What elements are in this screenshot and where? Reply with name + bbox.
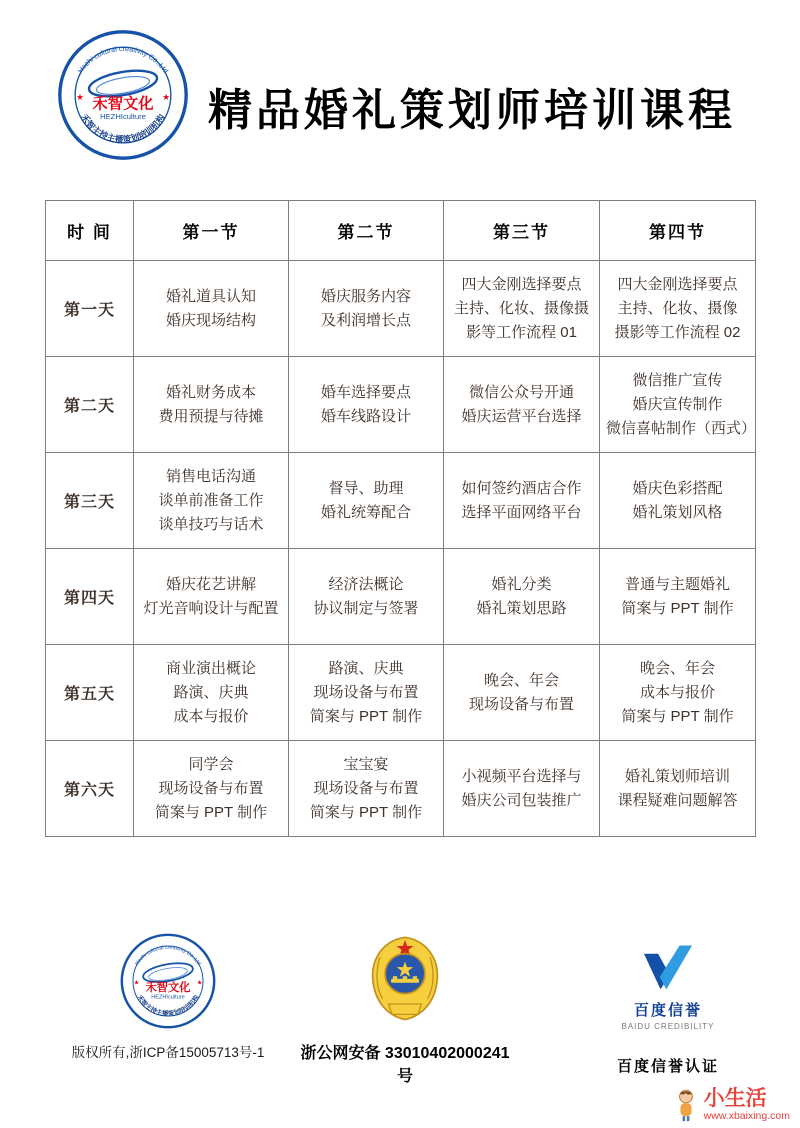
course-line: 费用预提与待摊 — [158, 407, 264, 425]
table-header — [46, 201, 756, 261]
day-cell: 第四天 — [46, 549, 134, 645]
course-cell — [600, 645, 756, 741]
course-cell — [600, 357, 756, 453]
course-line: 主持、化妆、摄像摄 — [453, 299, 589, 317]
course-cell — [444, 645, 600, 741]
course-line: 课程疑难问题解答 — [617, 791, 738, 809]
baidu-credibility-icon — [639, 942, 697, 992]
course-line: 简案与 PPT 制作 — [621, 599, 734, 617]
hezhi-logo — [56, 28, 190, 162]
course-line: 成本与报价 — [639, 683, 715, 701]
police-filing-text: 浙公网安备 33010402000241号 — [300, 1045, 510, 1085]
day-cell: 第五天 — [46, 645, 134, 741]
course-line: 摄影等工作流程 02 — [614, 323, 741, 341]
course-line: 路演、庆典 — [173, 683, 249, 701]
course-line: 婚车选择要点 — [320, 383, 411, 401]
course-line: 婚庆花艺讲解 — [165, 575, 256, 593]
course-cell — [600, 741, 756, 837]
course-line: 简案与 PPT 制作 — [621, 707, 734, 725]
footer-center — [300, 933, 510, 1086]
day-cell: 第二天 — [46, 357, 134, 453]
course-cell — [134, 357, 289, 453]
baidu-credibility-title: 百度信誉 — [633, 1002, 702, 1019]
column-header: 第一节 — [134, 201, 289, 261]
hezhi-logo-small — [119, 932, 217, 1030]
course-line: 简案与 PPT 制作 — [309, 803, 423, 821]
course-line: 经济法概论 — [328, 575, 404, 593]
course-cell — [289, 357, 444, 453]
course-line: 协议制定与签署 — [313, 599, 419, 617]
course-line: 晚会、年会 — [483, 671, 559, 689]
course-line: 晚会、年会 — [639, 659, 715, 677]
course-cell — [134, 261, 289, 357]
day-cell: 第六天 — [46, 741, 134, 837]
course-line: 婚庆色彩搭配 — [632, 479, 723, 497]
course-line: 路演、庆典 — [328, 659, 404, 677]
course-line: 四大金刚选择要点 — [461, 275, 582, 293]
column-header: 第二节 — [289, 201, 444, 261]
course-cell — [134, 453, 289, 549]
course-line: 宝宝宴 — [343, 755, 389, 773]
column-header: 第四节 — [600, 201, 756, 261]
course-line: 现场设备与布置 — [158, 779, 264, 797]
baidu-credibility-subtitle: BAIDU CREDIBILITY — [621, 1022, 715, 1031]
baidu-certification-text: 百度信誉认证 — [616, 1058, 719, 1075]
course-schedule-table — [45, 200, 756, 837]
course-line: 婚礼财务成本 — [165, 383, 256, 401]
course-cell — [134, 741, 289, 837]
table-row — [46, 357, 756, 453]
course-line: 简案与 PPT 制作 — [309, 707, 423, 725]
table-row — [46, 549, 756, 645]
course-line: 四大金刚选择要点 — [617, 275, 738, 293]
course-cell — [444, 357, 600, 453]
watermark-texts — [704, 1088, 790, 1122]
day-cell: 第一天 — [46, 261, 134, 357]
course-cell — [444, 453, 600, 549]
table-row — [46, 741, 756, 837]
course-line: 小视频平台选择与 — [461, 767, 582, 785]
day-cell: 第三天 — [46, 453, 134, 549]
course-line: 婚庆公司包装推广 — [461, 791, 582, 809]
table-row — [46, 645, 756, 741]
course-line: 灯光音响设计与配置 — [143, 599, 279, 617]
course-line: 主持、化妆、摄像 — [617, 299, 738, 317]
course-line: 谈单技巧与话术 — [158, 515, 264, 533]
police-badge-icon — [366, 933, 444, 1023]
course-cell — [444, 261, 600, 357]
course-cell — [289, 645, 444, 741]
course-line: 商业演出概论 — [165, 659, 256, 677]
course-line: 婚礼分类 — [491, 575, 552, 593]
course-line: 现场设备与布置 — [313, 779, 419, 797]
course-line: 成本与报价 — [173, 707, 249, 725]
site-watermark — [673, 1088, 790, 1122]
course-line: 微信喜帖制作（西式） — [606, 419, 757, 437]
course-line: 同学会 — [188, 755, 234, 773]
watermark-site-url: www.xbaixing.com — [703, 1110, 790, 1122]
course-cell — [289, 453, 444, 549]
course-line: 婚车线路设计 — [320, 407, 411, 425]
footer-left — [62, 932, 274, 1061]
column-header: 第三节 — [444, 201, 600, 261]
course-line: 婚庆现场结构 — [165, 311, 256, 329]
course-line: 简案与 PPT 制作 — [154, 803, 268, 821]
course-line: 婚庆宣传制作 — [632, 395, 723, 413]
course-line: 谈单前准备工作 — [158, 491, 264, 509]
course-line: 婚礼道具认知 — [165, 287, 256, 305]
table-row — [46, 261, 756, 357]
course-line: 现场设备与布置 — [468, 695, 574, 713]
course-cell — [134, 549, 289, 645]
course-cell — [289, 549, 444, 645]
course-cell — [444, 549, 600, 645]
course-cell — [289, 261, 444, 357]
icp-copyright-text: 版权所有,浙ICP备15005713号-1 — [71, 1045, 265, 1060]
watermark-mascot-icon — [673, 1088, 699, 1122]
course-cell — [600, 453, 756, 549]
course-line: 婚礼策划师培训 — [624, 767, 730, 785]
watermark-site-name: 小生活 — [703, 1087, 767, 1110]
header-row — [46, 201, 756, 261]
course-line: 销售电话沟通 — [165, 467, 256, 485]
table-body — [46, 261, 756, 837]
course-line: 影等工作流程 01 — [466, 323, 577, 341]
course-cell — [289, 741, 444, 837]
course-cell — [600, 549, 756, 645]
course-cell — [134, 645, 289, 741]
course-line: 婚礼策划风格 — [632, 503, 723, 521]
page-title: 精品婚礼策划师培训课程 — [208, 86, 736, 135]
course-cell — [600, 261, 756, 357]
course-line: 选择平面网络平台 — [461, 503, 582, 521]
course-line: 普通与主题婚礼 — [624, 575, 730, 593]
course-line: 现场设备与布置 — [313, 683, 419, 701]
course-line: 婚礼策划思路 — [476, 599, 567, 617]
course-line: 如何签约酒店合作 — [461, 479, 582, 497]
course-line: 婚礼统筹配合 — [320, 503, 411, 521]
course-line: 微信公众号开通 — [468, 383, 574, 401]
footer-right — [588, 942, 748, 1076]
course-line: 微信推广宣传 — [632, 371, 723, 389]
course-line: 婚庆服务内容 — [320, 287, 411, 305]
course-line: 督导、助理 — [328, 479, 404, 497]
table-row — [46, 453, 756, 549]
column-header: 时 间 — [46, 201, 134, 261]
course-line: 及利润增长点 — [320, 311, 411, 329]
course-line: 婚庆运营平台选择 — [461, 407, 582, 425]
course-cell — [444, 741, 600, 837]
